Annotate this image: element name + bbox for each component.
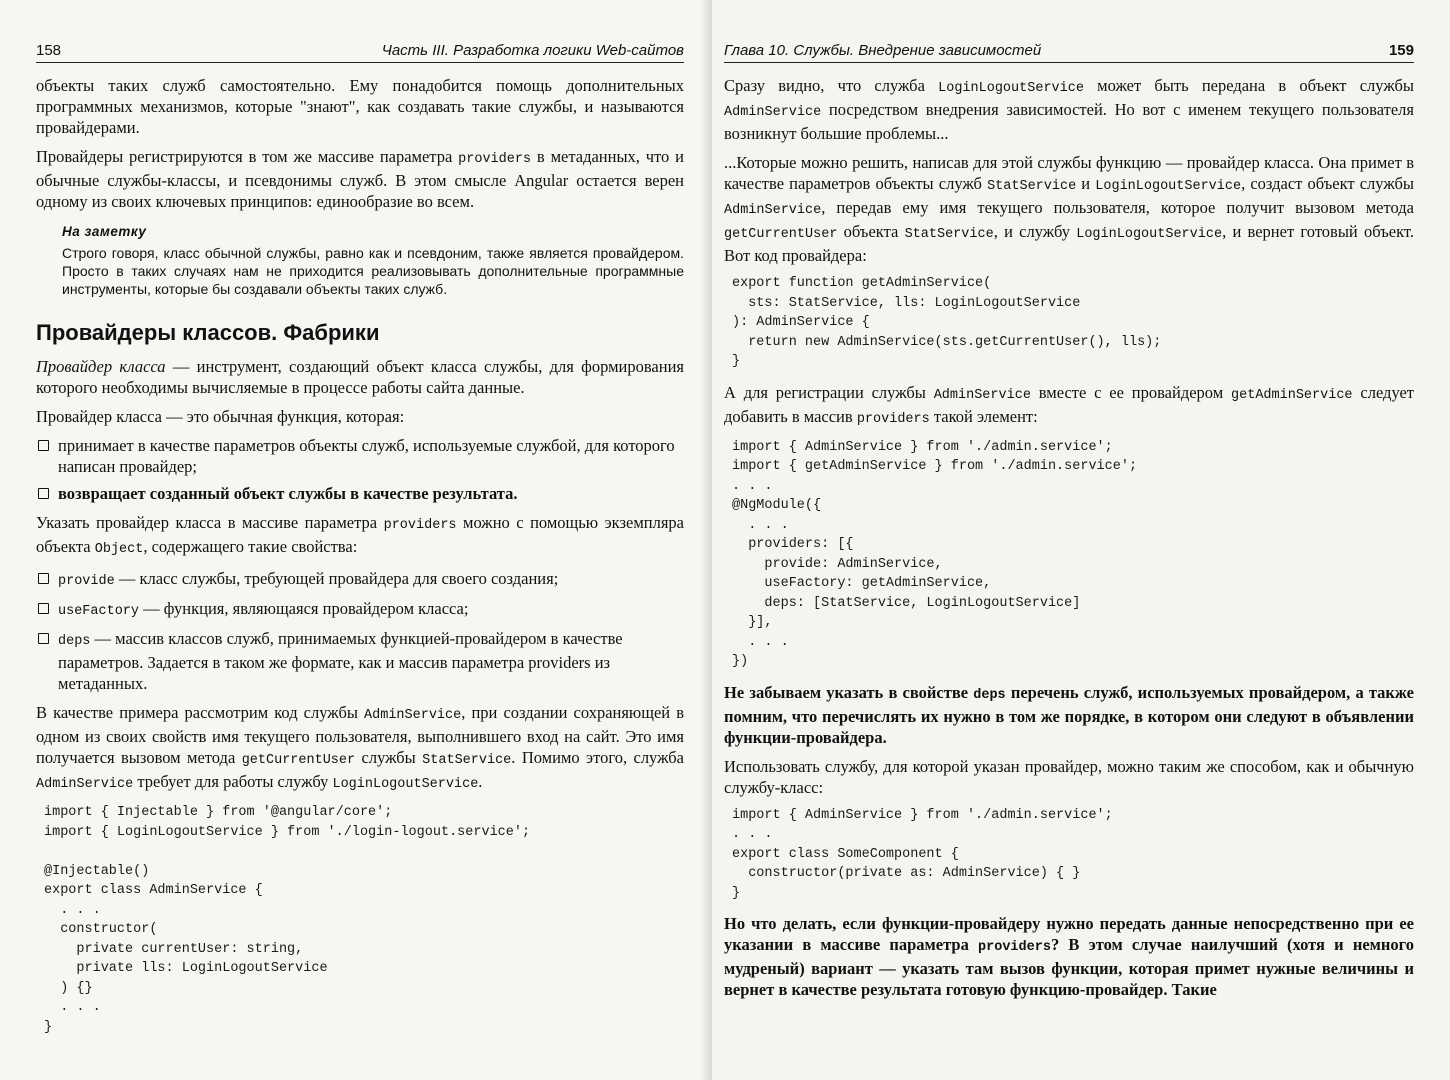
text-run: — инструмент, создающий объект класса службы, для формирования которого необходимы вычисляемые в процессе работы сайта данные. <box>36 357 684 397</box>
text-run: ...Которые можно решить, написав для этой службы функцию — провайдер класса. Она примет в качестве параметров объекты служб <box>724 153 1414 193</box>
paragraph: Провайдер класса — это обычная функция, которая: <box>36 407 405 426</box>
text-run: , и вернет готовый объект. Вот код провайдера: <box>724 222 1415 265</box>
code-listing: export function getAdminService( sts: StatService, lls: LoginLogoutService ): AdminService { return new AdminService(sts.getCurrentUser(), lls); } <box>732 276 1162 369</box>
right-page <box>712 0 1450 1080</box>
text-run: В качестве примера рассмотрим код службы <box>36 703 365 722</box>
inline-code: providers <box>383 518 457 533</box>
paragraph <box>36 702 684 795</box>
text-run: ? В этом случае наилучший (хотя и немного мудреный) вариант — указать там вызов функции, которая примет нужные величины и вернет в качестве результата готовую функцию-провайдер. Такие <box>724 935 1415 999</box>
inline-code: AdminService <box>364 708 462 723</box>
list-item <box>36 628 684 694</box>
note-text: Строго говоря, класс обычной службы, равно как и псевдоним, также является провайдером. Просто в таких случаях нам не приходится реализовывать дополнительные программные инструменты, которые бы создавали объекты таких служб. <box>62 245 684 297</box>
inline-code: LoginLogoutService <box>332 777 479 792</box>
text-run: . <box>478 772 483 791</box>
right-running-head <box>724 42 1414 63</box>
section-heading: Провайдеры классов. Фабрики <box>36 320 380 345</box>
text-run: , передав ему имя текущего пользователя, которое получит вызовом метода <box>821 198 1414 217</box>
paragraph <box>724 382 1414 430</box>
inline-code: deps <box>58 634 91 649</box>
bullet-list <box>36 435 684 504</box>
text-run: , создаст объект службы <box>1241 174 1414 193</box>
paragraph <box>724 152 1414 266</box>
inline-code: AdminService <box>724 105 822 120</box>
list-item: принимает в качестве параметров объекты служб, используемые службой, для которого написан провайдер; <box>36 435 684 477</box>
inline-code: LoginLogoutService <box>1076 227 1223 242</box>
inline-code: StatService <box>904 227 994 242</box>
paragraph: Использовать службу, для которой указан провайдер, можно таким же способом, как и обычную службу-класс: <box>724 756 1414 797</box>
inline-code: Object <box>94 542 144 557</box>
list-item <box>36 568 684 592</box>
text-run: Сразу видно, что служба <box>724 76 939 95</box>
code-listing: import { Injectable } from '@angular/core'; import { LoginLogoutService } from './login-logout.service'; @Injectable() export class AdminService { . . . constructor( private currentUser: string, private lls: LoginLogoutService ) {} . . . } <box>44 805 531 1035</box>
left-page <box>0 0 712 1080</box>
text-run: может быть передана в объект службы <box>1083 76 1414 95</box>
text-run: службы <box>355 748 423 767</box>
text-run: следует добавить в массив <box>724 382 1415 426</box>
paragraph-text: объекты таких служб самостоятельно. Ему понадобится помощь дополнительных программных механизмов, которые "знают", как создавать такие службы, и называются провайдерами. <box>36 76 684 137</box>
text-run: и <box>1076 174 1096 193</box>
paragraph <box>36 146 684 212</box>
text-run: , при создании сохраняющей в одном из своих свойств имя текущего пользователя, выполнившего вход на сайт. Это имя получается вызовом метода <box>36 703 684 767</box>
text-run: посредством внедрения зависимостей. Но вот с именем текущего пользователя возникнут большие проблемы... <box>724 100 1414 143</box>
code-listing: import { AdminService } from './admin.service'; . . . export class SomeComponent { constructor(private as: AdminService) { } } <box>732 807 1113 901</box>
inline-code: providers <box>856 411 930 427</box>
inline-code: StatService <box>422 753 512 768</box>
text-run: . Помимо этого, служба <box>511 748 684 767</box>
inline-code: provide <box>58 574 115 589</box>
left-page-number: 158 <box>36 42 62 59</box>
inline-code: getAdminService <box>1231 387 1353 403</box>
inline-code: useFactory <box>58 604 140 619</box>
text-run: А для регистрации службы <box>724 382 934 402</box>
inline-code: AdminService <box>933 387 1031 403</box>
inline-code: LoginLogoutService <box>938 81 1084 96</box>
paragraph <box>724 75 1414 144</box>
text-run: Указать провайдер класса в массиве параметра <box>36 513 384 532</box>
text-run: объекта <box>837 222 905 241</box>
text-run: в метаданных, что и обычные службы-классы, и псевдонимы служб. В этом смысле Angular остается верен одному из своих ключевых принципов: единообразие во всем. <box>36 147 684 211</box>
paragraph <box>36 75 684 138</box>
text-run: — класс службы, требующей провайдера для своего создания; <box>114 569 559 588</box>
inline-code: AdminService <box>36 777 134 792</box>
right-page-number: 159 <box>1388 42 1414 59</box>
term-emphasis: Провайдер класса <box>36 357 166 376</box>
paragraph <box>36 356 684 398</box>
text-run: Но что делать, если функции-провайдеру нужно передать данные непосредственно при ее указании в массиве параметра <box>724 914 1414 954</box>
right-running-title: Глава 10. Службы. Внедрение зависимостей <box>724 42 1042 59</box>
text-run: требует для работы службу <box>133 772 333 791</box>
left-running-title: Часть III. Разработка логики Web-сайтов <box>381 42 684 59</box>
text-run: , и службу <box>993 222 1077 241</box>
list-item: возвращает созданный объект службы в качестве результата. <box>36 483 684 504</box>
inline-code: AdminService <box>724 203 822 218</box>
text-run: такой элемент: <box>929 406 1038 426</box>
inline-code: getCurrentUser <box>241 753 356 768</box>
inline-code: deps <box>973 687 1006 703</box>
paragraph <box>724 913 1414 1000</box>
text-run: Не забываем указать в свойстве <box>724 682 974 702</box>
inline-code: providers <box>458 152 532 167</box>
paragraph <box>36 512 684 560</box>
list-item <box>36 598 684 622</box>
text-run: , содержащего такие свойства: <box>143 537 358 556</box>
paragraph <box>724 682 1414 748</box>
text-run: вместе с ее провайдером <box>1030 382 1232 402</box>
note-box <box>62 224 684 298</box>
note-title: На заметку <box>62 224 147 239</box>
text-run: — функция, являющаяся провайдером класса; <box>139 599 469 618</box>
inline-code: providers <box>978 940 1051 955</box>
left-running-head <box>36 42 684 63</box>
code-listing: import { AdminService } from './admin.service'; import { getAdminService } from './admin.service'; . . . @NgModule({ . . . providers: [{ provide: AdminService, useFactory: getAdminService, deps: [StatService, LoginLogoutService] }], . . . }) <box>732 439 1138 669</box>
text-run: можно с помощью экземпляра объекта <box>36 513 684 556</box>
property-list <box>36 568 684 694</box>
text-run: Провайдеры регистрируются в том же массиве параметра <box>36 147 459 166</box>
inline-code: StatService <box>987 179 1077 194</box>
inline-code: LoginLogoutService <box>1095 179 1242 194</box>
inline-code: getCurrentUser <box>724 227 838 242</box>
text-run: — массив классов служб, принимаемых функцией-провайдером в качестве параметров. Задается в таком же формате, как и массив параметра providers из метаданных. <box>58 629 623 693</box>
text-run: перечень служб, используемых провайдером, а также помним, что перечислять их нужно в том же порядке, в котором они следуют в объявлении функции-провайдера. <box>724 682 1414 747</box>
